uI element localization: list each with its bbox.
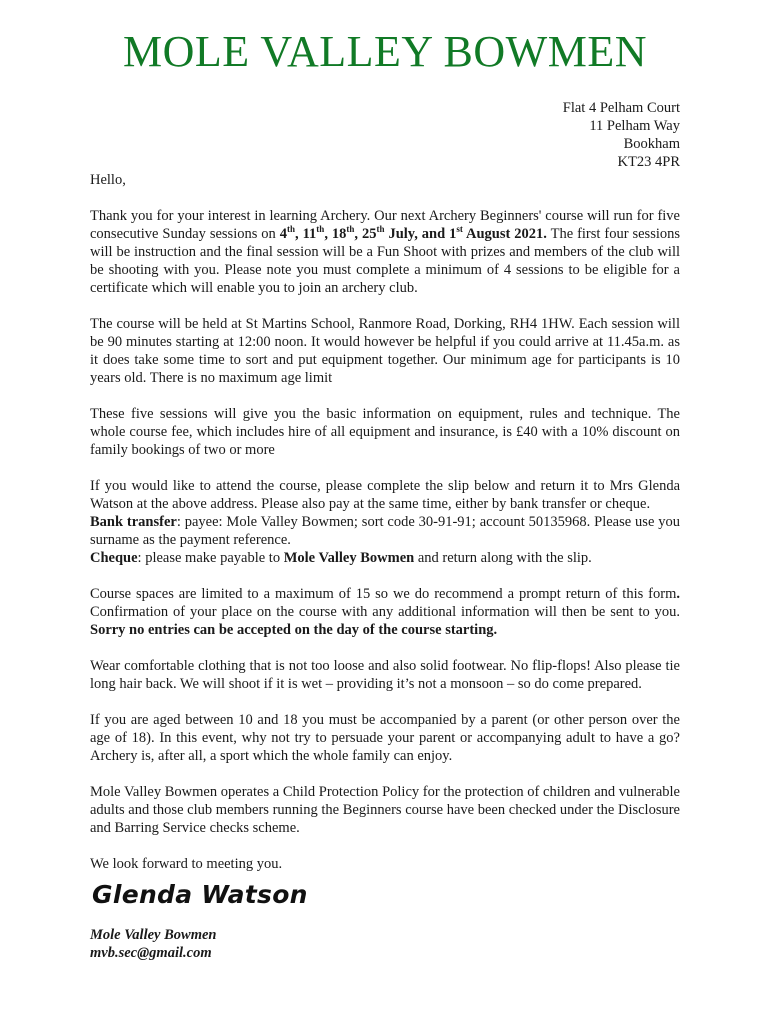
paragraph-cheque: Cheque: please make payable to Mole Valley Bowmen and return along with the slip. <box>90 550 592 566</box>
no-entries-notice: Sorry no entries can be accepted on the day of the course starting. <box>90 622 498 638</box>
closing-line: We look forward to meeting you. <box>90 856 283 872</box>
paragraph-bank-transfer: Bank transfer: payee: Mole Valley Bowmen; sort code 30-91-91; account 50135968. Please use you surname as the payment reference. <box>90 514 680 548</box>
letter-body <box>90 171 680 891</box>
greeting: Hello, <box>90 172 126 188</box>
paragraph-child-protection: Mole Valley Bowmen operates a Child Protection Policy for the protection of children and vulnerable adults and those club members running the Beginners course have been checked under the Disclosure and Barring Service checks scheme. <box>90 784 680 836</box>
address-line-1: Flat 4 Pelham Court <box>562 100 680 116</box>
paragraph-course-intro: Thank you for your interest in learning Archery. Our next Archery Beginners' course will run for five consecutive Sunday sessions on 4th, 11th, 18th, 25th July, and 1st August 2021. The first four sessions will be instruction and the final session will be a Fun Shoot with prizes and members of the club will be shooting with you. Please note you must complete a minimum of 4 sessions to be eligible for a certificate which will enable you to join an archery club. <box>90 208 681 296</box>
footer-org: Mole Valley Bowmen <box>90 927 217 943</box>
footer-block <box>90 926 216 962</box>
address-block <box>563 99 680 171</box>
paragraph-booking: If you would like to attend the course, please complete the slip below and return it to Mrs Glenda Watson at the above address. Please also pay at the same time, either by bank transfer or cheque. <box>90 478 680 512</box>
paragraph-fee: These five sessions will give you the basic information on equipment, rules and technique. The whole course fee, which includes hire of all equipment and insurance, is £40 with a 10% discount on family bookings of two or more <box>90 406 680 458</box>
paragraph-clothing: Wear comfortable clothing that is not too loose and also solid footwear. No flip-flops! Also please tie long hair back. We will shoot if it is wet – providing it’s not a monsoon – so do come prepared. <box>90 658 680 692</box>
paragraph-spaces: Course spaces are limited to a maximum of 15 so we do recommend a prompt return of this form. Confirmation of your place on the course with any additional information will then be sent to you. Sorry no entries can be accepted on the day of the course starting. <box>90 586 680 638</box>
address-line-4: KT23 4PR <box>617 154 680 170</box>
footer-email: mvb.sec@gmail.com <box>90 945 212 961</box>
signature: Glenda Watson <box>92 880 308 909</box>
address-line-2: 11 Pelham Way <box>589 118 680 134</box>
club-title: MOLE VALLEY BOWMEN <box>123 27 647 76</box>
address-line-3: Bookham <box>623 136 680 152</box>
paragraph-venue: The course will be held at St Martins School, Ranmore Road, Dorking, RH4 1HW. Each session will be 90 minutes starting at 12:00 noon. It would however be helpful if you could arrive at 11.45a.m. as it does take some time to sort and put equipment together. Our minimum age for participants is 10 years old. There is no maximum age limit <box>90 316 680 386</box>
paragraph-age: If you are aged between 10 and 18 you must be accompanied by a parent (or other person over the age of 18). In this event, why not try to persuade your parent or accompanying adult to have a go? Archery is, after all, a sport which the whole family can enjoy. <box>90 712 680 764</box>
session-dates: 4th, 11th, 18th, 25th July, and 1st August 2021. <box>279 224 547 242</box>
